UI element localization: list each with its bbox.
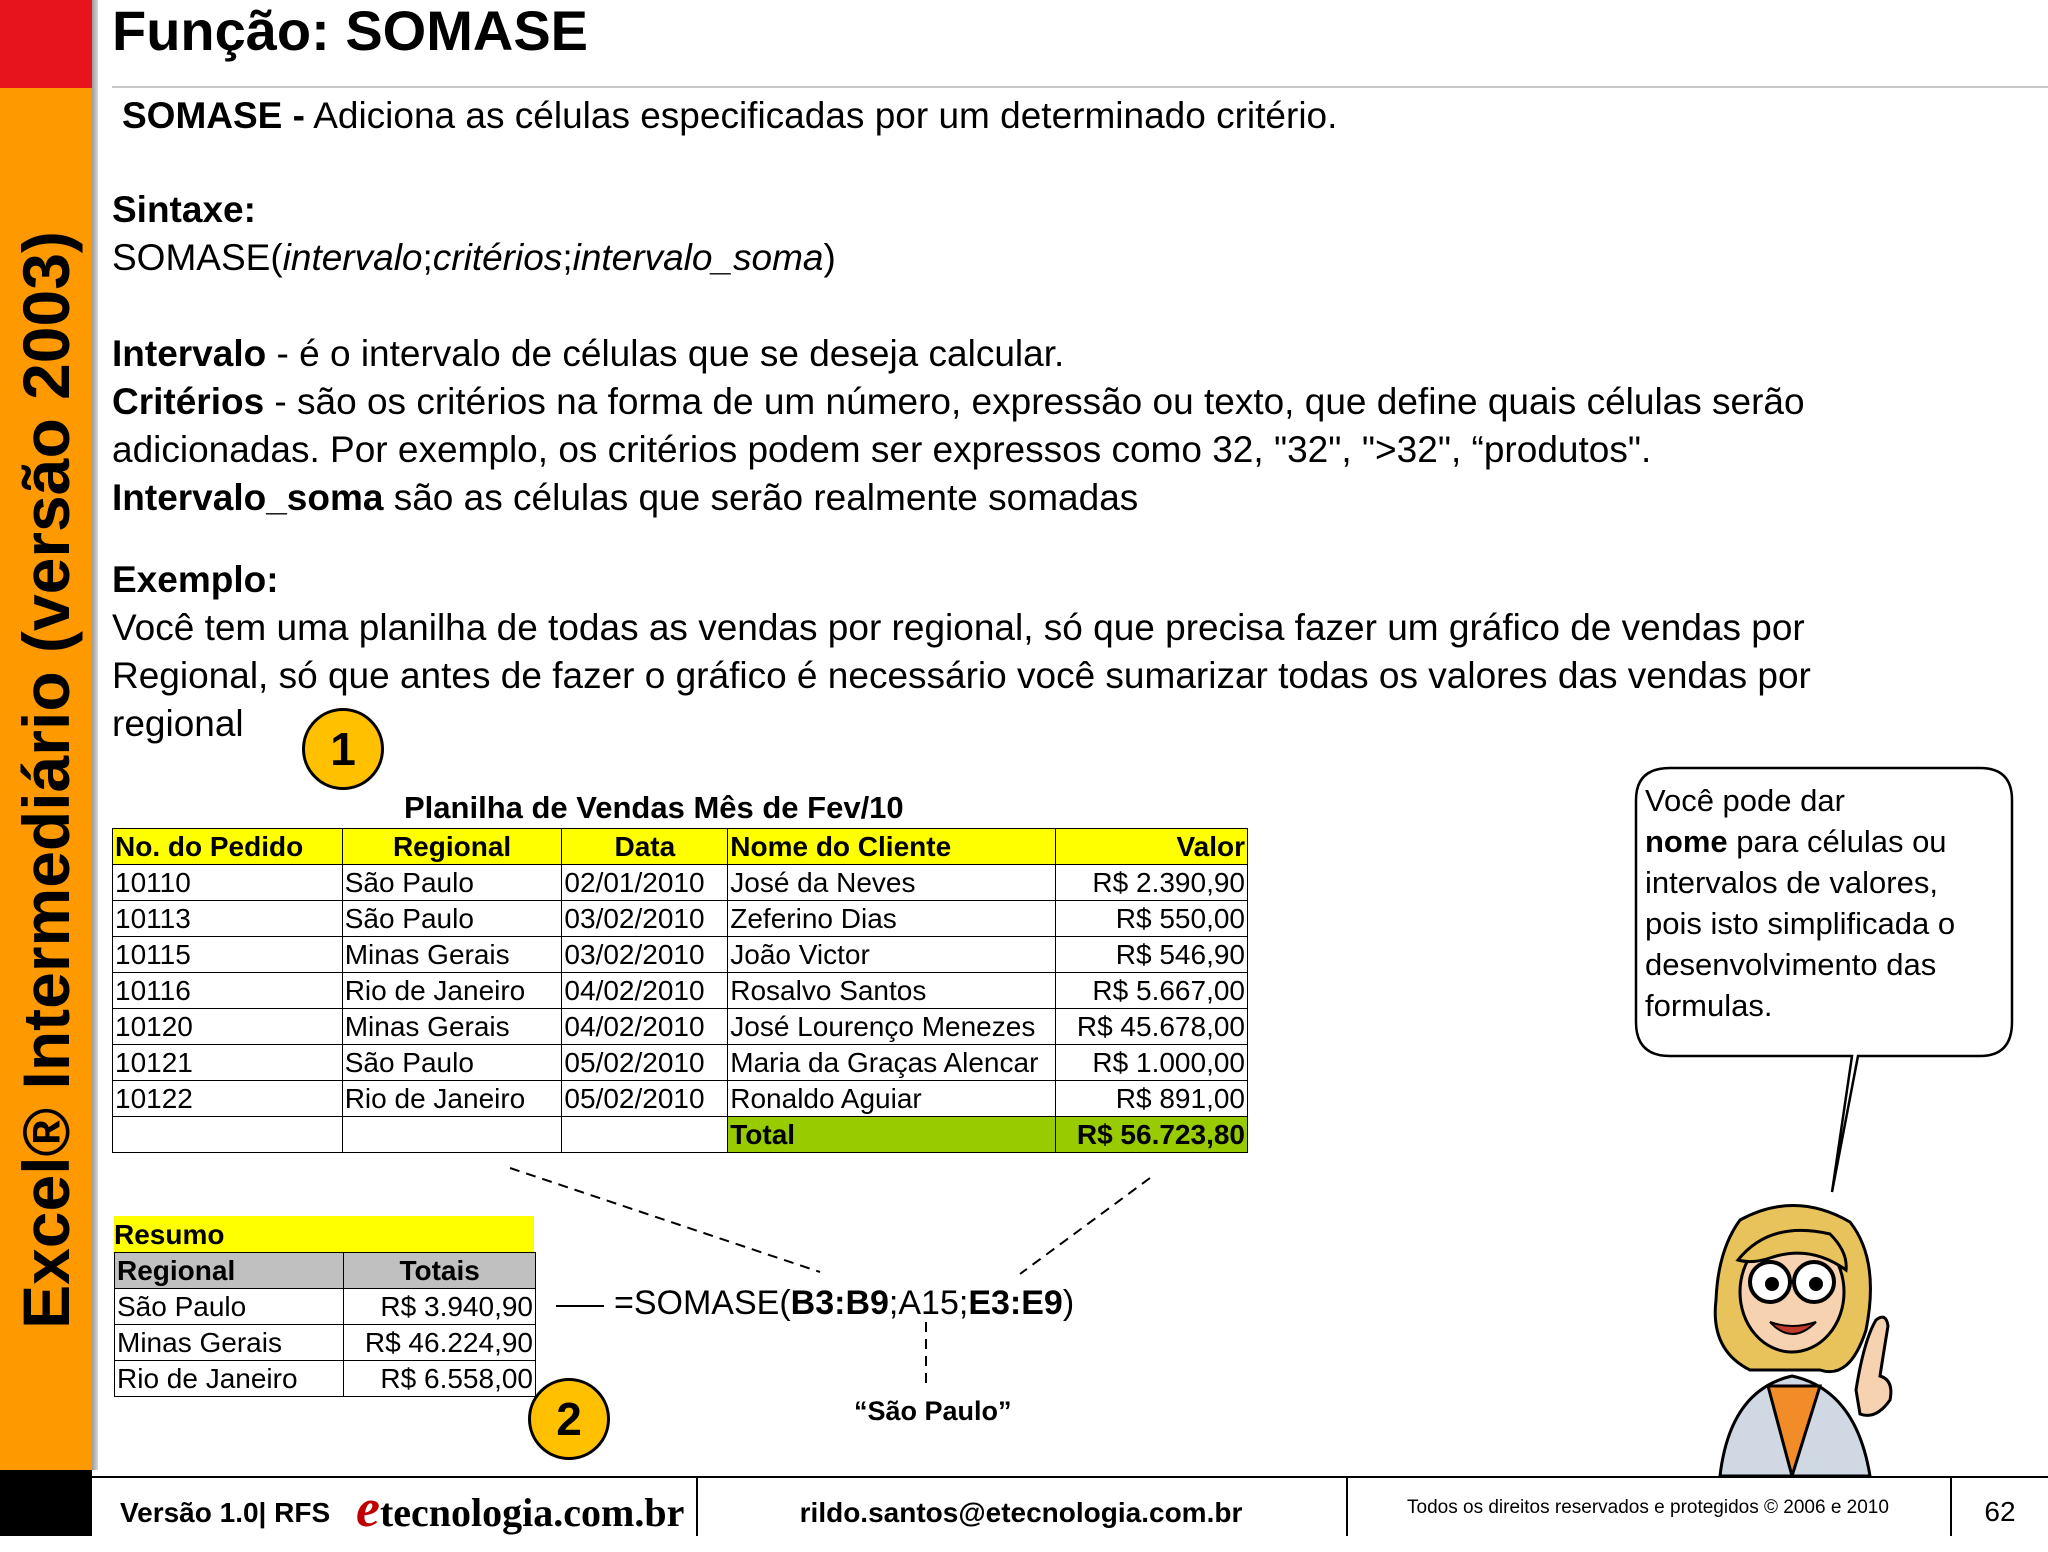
cell: São Paulo (115, 1289, 344, 1325)
cell: 10110 (113, 865, 343, 901)
def-intervalo-term: Intervalo (112, 333, 267, 374)
cell: Zeferino Dias (728, 901, 1056, 937)
footer-rights: Todos os direitos reservados e protegidos © 2006 e 2010 (1407, 1497, 1889, 1518)
formula-suffix: ) (1062, 1284, 1075, 1322)
syntax-arg2: critérios (432, 237, 563, 278)
summary-header-regional: Regional (115, 1253, 344, 1289)
marker-one: 1 (302, 708, 384, 790)
cell: 10113 (113, 901, 343, 937)
cell: Rio de Janeiro (342, 1081, 562, 1117)
total-label: Total (728, 1117, 1056, 1153)
cell: Minas Gerais (342, 937, 562, 973)
cell: José Lourenço Menezes (728, 1009, 1056, 1045)
footer-version: Versão 1.0| RFS (120, 1497, 331, 1528)
logo-e: e (356, 1478, 380, 1538)
cell: Maria da Graças Alencar (728, 1045, 1056, 1081)
cell: São Paulo (342, 865, 562, 901)
cell: Rio de Janeiro (115, 1361, 344, 1397)
syntax-close: ) (823, 237, 836, 278)
cell: R$ 3.940,90 (344, 1289, 536, 1325)
cell: 10116 (113, 973, 343, 1009)
header-data: Data (562, 829, 728, 865)
cell: Rio de Janeiro (342, 973, 562, 1009)
cell: 10121 (113, 1045, 343, 1081)
def-criterios-term: Critérios (112, 381, 265, 422)
bubble-bold: nome (1645, 824, 1728, 859)
header-valor: Valor (1056, 829, 1248, 865)
total-value: R$ 56.723,80 (1056, 1117, 1248, 1153)
sales-table-title: Planilha de Vendas Mês de Fev/10 (404, 790, 904, 825)
bubble-line: desenvolvimento das (1645, 947, 1937, 982)
example-line2: Regional, só que antes de fazer o gráfico é necessário você sumarizar todas os valores das vendas por (112, 655, 1811, 696)
marker-two: 2 (528, 1378, 610, 1460)
cell: 05/02/2010 (562, 1045, 728, 1081)
header-pedido: No. do Pedido (113, 829, 343, 865)
bubble-text (1645, 780, 1985, 1026)
summary-title: Resumo (114, 1216, 534, 1252)
cell: Ronaldo Aguiar (728, 1081, 1056, 1117)
formula-prefix: =SOMASE( (614, 1284, 791, 1322)
formula-sep1: ; (888, 1284, 899, 1322)
cell: 04/02/2010 (562, 1009, 728, 1045)
def-soma-term: Intervalo_soma (112, 477, 384, 518)
cell: R$ 46.224,90 (344, 1325, 536, 1361)
summary-header-totais: Totais (344, 1253, 536, 1289)
bubble-line: pois isto simplificada o (1645, 906, 1956, 941)
example-heading-text: Exemplo: (112, 559, 279, 600)
cell: 03/02/2010 (562, 901, 728, 937)
cell: R$ 1.000,00 (1056, 1045, 1248, 1081)
bubble-line: intervalos de valores, (1645, 865, 1938, 900)
formula-criteria: A15 (898, 1284, 959, 1322)
footer-logo (356, 1478, 684, 1536)
cell: R$ 546,90 (1056, 937, 1248, 973)
page-number: 62 (1984, 1496, 2016, 1527)
bubble-line2: para células ou (1727, 824, 1947, 859)
header-regional: Regional (342, 829, 562, 865)
cell: Rosalvo Santos (728, 973, 1056, 1009)
syntax-sep2: ; (562, 237, 573, 278)
formula-sep2: ; (958, 1284, 969, 1322)
def-criterios-line2: adicionadas. Por exemplo, os critérios podem ser expressos como 32, "32", ">32", “produtos". (112, 429, 1652, 470)
cell: João Victor (728, 937, 1056, 973)
intro-text: Adiciona as células especificadas por um determinado critério. (304, 95, 1338, 136)
cell: José da Neves (728, 865, 1056, 901)
bubble-line (1645, 821, 1985, 862)
cartoon-character-illustration (1680, 1200, 1910, 1476)
cell: R$ 5.667,00 (1056, 973, 1248, 1009)
cell: R$ 6.558,00 (344, 1361, 536, 1397)
cell: R$ 45.678,00 (1056, 1009, 1248, 1045)
cell: 10122 (113, 1081, 343, 1117)
cell: 03/02/2010 (562, 937, 728, 973)
syntax-arg3: intervalo_soma (572, 237, 824, 278)
def-intervalo-text: - é o intervalo de células que se deseja calcular. (266, 333, 1065, 374)
formula-text (614, 1284, 1074, 1323)
intro-term: SOMASE - (122, 95, 305, 136)
cell: R$ 2.390,90 (1056, 865, 1248, 901)
formula-note: “São Paulo” (854, 1396, 1012, 1426)
cell: R$ 891,00 (1056, 1081, 1248, 1117)
formula-range2: E3:E9 (968, 1284, 1063, 1322)
cell: São Paulo (342, 901, 562, 937)
def-criterios-text: - são os critérios na forma de um número, expressão ou texto, que define quais células serão (264, 381, 1805, 422)
cell: Minas Gerais (342, 1009, 562, 1045)
syntax-heading-text: Sintaxe: (112, 189, 256, 230)
sidebar-title: Excel® Intermediário (versão 2003) (9, 231, 83, 1329)
example-line3: regional (112, 703, 244, 744)
example-line1: Você tem uma planilha de todas as vendas por regional, só que precisa fazer um gráfico de vendas por (112, 607, 1805, 648)
bubble-line: formulas. (1645, 988, 1773, 1023)
cell: 05/02/2010 (562, 1081, 728, 1117)
syntax-sep1: ; (422, 237, 433, 278)
cell: R$ 550,00 (1056, 901, 1248, 937)
cell: 02/01/2010 (562, 865, 728, 901)
syntax-arg1: intervalo (282, 237, 423, 278)
def-soma-text: são as células que serão realmente somadas (383, 477, 1139, 518)
logo-text: tecnologia.com.br (379, 1490, 685, 1535)
cell: 10120 (113, 1009, 343, 1045)
cell: 04/02/2010 (562, 973, 728, 1009)
bubble-line: Você pode dar (1645, 783, 1845, 818)
formula-range1: B3:B9 (790, 1284, 889, 1322)
footer-email: rildo.santos@etecnologia.com.br (799, 1497, 1243, 1528)
cell: 10115 (113, 937, 343, 973)
cell: Minas Gerais (115, 1325, 344, 1361)
page-title: Função: SOMASE (112, 0, 589, 62)
cell: São Paulo (342, 1045, 562, 1081)
syntax-fn: SOMASE( (112, 237, 283, 278)
header-cliente: Nome do Cliente (728, 829, 1056, 865)
